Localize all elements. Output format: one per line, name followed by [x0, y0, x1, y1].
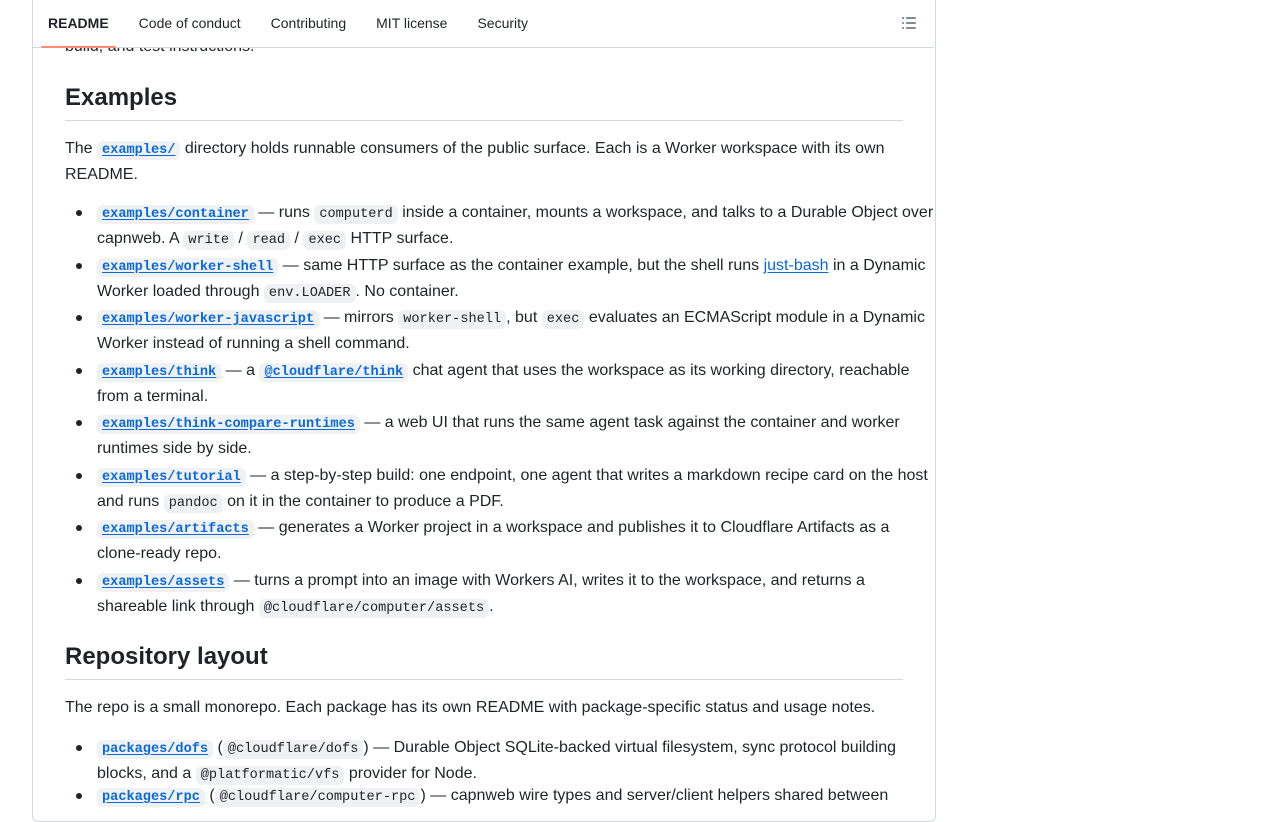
- example-link-think[interactable]: [97, 362, 221, 379]
- link-code: examples/worker-shell: [97, 258, 278, 277]
- inline-code: @cloudflare/computer-rpc: [215, 788, 421, 807]
- item-text: (: [209, 787, 215, 804]
- list-item-container: [97, 201, 935, 254]
- inline-code: exec: [542, 310, 585, 329]
- item-text: — generates a Worker project in a workspace and publishes it to Cloudflare Artifacts as a clone-ready repo.: [97, 519, 890, 562]
- list-item-think-compare-runtimes: [97, 411, 935, 464]
- inline-code: read: [247, 231, 290, 250]
- tab-readme[interactable]: README: [33, 0, 124, 47]
- inline-code: env.LOADER: [264, 284, 356, 303]
- tab-code-of-conduct[interactable]: Code of conduct: [138, 15, 241, 31]
- inline-code: examples/: [97, 141, 180, 160]
- item-text: (: [217, 739, 223, 756]
- list-item-tutorial: [97, 464, 935, 517]
- intro-text-post: directory holds runnable consumers of the public surface. Each is a Worker workspace with its own README.: [65, 140, 885, 183]
- link-code: examples/worker-javascript: [97, 310, 319, 329]
- examples-dir-link[interactable]: [97, 140, 180, 157]
- list-item-worker-shell: [97, 254, 935, 307]
- item-text: ) — capnweb wire types and server/client helpers shared between: [420, 787, 889, 804]
- inline-code: pandoc: [164, 494, 223, 513]
- inline-code: write: [183, 231, 234, 250]
- inline-code: exec: [303, 231, 346, 250]
- inline-code: worker-shell: [398, 310, 506, 329]
- examples-list: [65, 201, 935, 621]
- item-text: HTTP surface.: [350, 230, 454, 247]
- item-text: inside a container, mounts a workspace, and talks to a Durable Object over capnweb. A: [97, 204, 934, 247]
- readme-tab-bar: [33, 0, 934, 48]
- inline-code: computerd: [314, 205, 397, 224]
- link-code: examples/artifacts: [97, 520, 254, 539]
- inline-code: @cloudflare/dofs: [223, 740, 364, 759]
- package-link-rpc[interactable]: [97, 787, 205, 804]
- link-code: examples/tutorial: [97, 468, 246, 487]
- layout-intro: The repo is a small monorepo. Each package has its own README with package-specific status and usage notes.: [65, 699, 876, 716]
- item-text: — runs: [258, 204, 310, 221]
- link-code: @cloudflare/think: [259, 363, 408, 382]
- example-link-worker-shell[interactable]: [97, 257, 278, 274]
- item-text: ) — Durable Object SQLite-backed virtual filesystem, sync protocol building blocks, and a: [97, 739, 897, 782]
- intro-text-pre: The: [65, 140, 93, 157]
- example-link-think-compare-runtimes[interactable]: [97, 414, 360, 431]
- example-link-assets[interactable]: [97, 572, 229, 589]
- list-item-assets: [97, 569, 935, 622]
- item-text: — turns a prompt into an image with Workers AI, writes it to the workspace, and returns a shareable link through: [97, 571, 865, 615]
- item-text: . No container.: [355, 282, 459, 300]
- item-text: .: [489, 597, 494, 615]
- example-link-worker-javascript[interactable]: [97, 309, 319, 326]
- link-code: examples/think: [97, 363, 221, 382]
- repository-layout-heading: Repository layout: [65, 642, 903, 680]
- link-code: packages/dofs: [97, 740, 213, 759]
- tab-contributing[interactable]: Contributing: [270, 15, 347, 31]
- just-bash-link[interactable]: just-bash: [763, 256, 829, 274]
- item-text: , but: [506, 309, 538, 326]
- packages-list: [65, 736, 935, 810]
- item-text: — mirrors: [323, 309, 394, 326]
- inline-code: @platformatic/vfs: [196, 766, 345, 785]
- list-item-dofs: [97, 736, 935, 784]
- example-link-tutorial[interactable]: [97, 467, 246, 484]
- item-text: /: [294, 230, 299, 247]
- item-text: chat agent that uses the workspace as its working directory, reachable from a terminal.: [97, 361, 910, 405]
- tab-security[interactable]: Security: [477, 15, 529, 31]
- item-text: — a web UI that runs the same agent task against the container and worker runtimes side by side.: [97, 414, 900, 457]
- item-text: — same HTTP surface as the container example, but the shell runs: [282, 256, 760, 274]
- readme-panel: [32, 0, 936, 822]
- item-text: on it in the container to produce a PDF.: [227, 492, 504, 510]
- item-text: in a Dynamic Worker loaded through: [97, 256, 926, 300]
- example-link-artifacts[interactable]: [97, 519, 254, 536]
- cloudflare-think-link[interactable]: [259, 362, 408, 379]
- link-code: packages/rpc: [97, 788, 205, 807]
- package-link-dofs[interactable]: [97, 739, 213, 756]
- link-code: examples/assets: [97, 573, 229, 592]
- list-unordered-icon: [901, 15, 917, 31]
- item-text: evaluates an ECMAScript module in a Dynamic Worker instead of running a shell command.: [97, 309, 925, 352]
- list-item-think: [97, 359, 935, 412]
- examples-intro: [65, 137, 903, 187]
- examples-heading: Examples: [65, 83, 903, 121]
- link-code: examples/container: [97, 205, 254, 224]
- list-item-rpc: [97, 784, 935, 810]
- link-code: examples/think-compare-runtimes: [97, 415, 360, 434]
- tab-mit-license[interactable]: MIT license: [376, 15, 448, 31]
- example-link-container[interactable]: [97, 204, 254, 221]
- outline-toggle-button[interactable]: [894, 8, 924, 38]
- item-text: — a step-by-step build: one endpoint, one agent that writes a markdown recipe card on the host and runs: [97, 466, 928, 510]
- item-text: /: [238, 230, 243, 247]
- item-text: provider for Node.: [348, 765, 477, 782]
- list-item-artifacts: [97, 516, 935, 569]
- item-text: — a: [225, 361, 256, 379]
- list-item-worker-javascript: [97, 306, 935, 359]
- inline-code: @cloudflare/computer/assets: [259, 599, 489, 618]
